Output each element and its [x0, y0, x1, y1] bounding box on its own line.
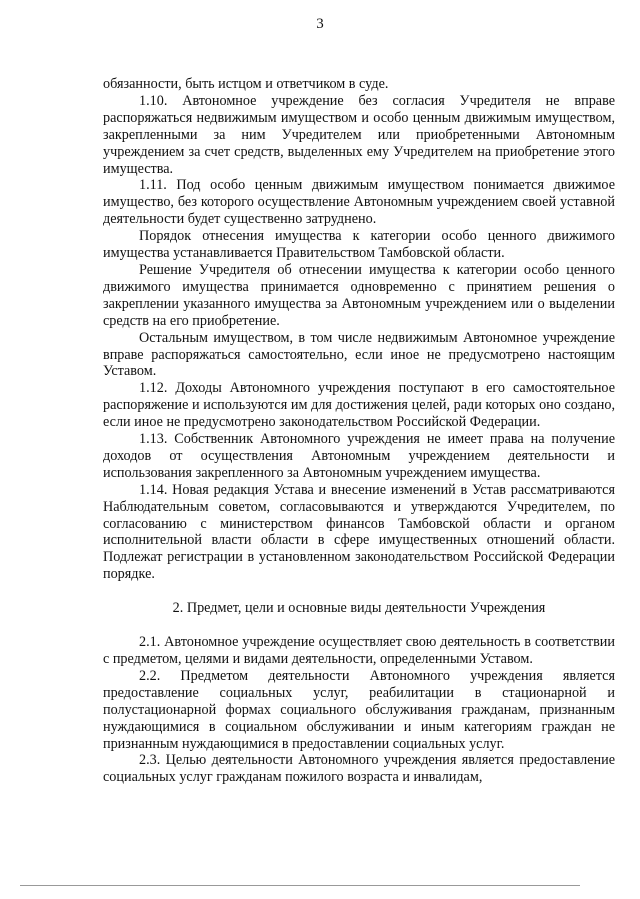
paragraph-1-14: 1.14. Новая редакция Устава и внесение изменений в Устав рассматриваются Наблюдательным советом, согласовываются и утверждаются Учредителем, по согласованию с министерством финансов Тамбовской области и органом исполнительной власти области в сфере имущественных отношений области. Подлежат регистрации в установленном законодательством Российской Федерации порядке.: [103, 481, 615, 583]
paragraph-continuation: обязанности, быть истцом и ответчиком в суде.: [103, 76, 389, 92]
paragraph-property-order: Порядок отнесения имущества к категории особо ценного движимого имущества устанавливается Правительством Тамбовской области.: [103, 228, 615, 262]
paragraph-2-1: 2.1. Автономное учреждение осуществляет свою деятельность в соответствии с предметом, целями и видами деятельности, определенными Уставом.: [103, 634, 615, 667]
paragraph-2-2: 2.2. Предметом деятельности Автономного учреждения является предоставление социальных услуг, реабилитации в стационарной и полустационарной формах социального обслуживания гражданам, признанным нуждающимися в социальном обслуживании и иным категориям граждан не признанным нуждающимися в предоставлении социальных услуг.: [103, 667, 615, 752]
paragraph-founder-decision: Решение Учредителя об отнесении имущества к категории особо ценного движимого имущества принимается одновременно с принятием решения о закреплении указанного имущества за Автономным учреждением или о выделении средств на его приобретение.: [103, 261, 615, 329]
page-number: 3: [316, 16, 324, 32]
paragraph-1-11: 1.11. Под особо ценным движимым имуществом понимается движимое имущество, без которого осуществление Автономным учреждением своей уставной деятельности будет существенно затруднено.: [103, 177, 615, 228]
paragraph-1-10: 1.10. Автономное учреждение без согласия Учредителя не вправе распоряжаться недвижимым имуществом и особо ценным движимым имуществом, закрепленными за ним Учредителем или приобретенными Автономным учреждением за счет средств, выделенных ему Учредителем на приобретение этого имущества.: [103, 92, 615, 177]
paragraph-2-3: 2.3. Целью деятельности Автономного учреждения является предоставление социальных услуг гражданам пожилого возраста и инвалидам,: [103, 752, 615, 786]
page-bottom-divider: [20, 885, 580, 886]
document-body: [103, 76, 615, 786]
paragraph-1-13: 1.13. Собственник Автономного учреждения не имеет права на получение доходов от осуществления Автономным учреждением деятельности и использования закрепленного за Автономным учреждением имущества.: [103, 431, 615, 481]
paragraph-other-property: Остальным имуществом, в том числе недвижимым Автономное учреждение вправе распоряжаться самостоятельно, если иное не предусмотрено настоящим Уставом.: [103, 329, 615, 380]
section-heading: 2. Предмет, цели и основные виды деятельности Учреждения: [172, 600, 546, 617]
paragraph-1-12: 1.12. Доходы Автономного учреждения поступают в его самостоятельное распоряжение и используются им для достижения целей, ради которых оно создано, если иное не предусмотрено законодательством Российской Федерации.: [103, 380, 615, 431]
